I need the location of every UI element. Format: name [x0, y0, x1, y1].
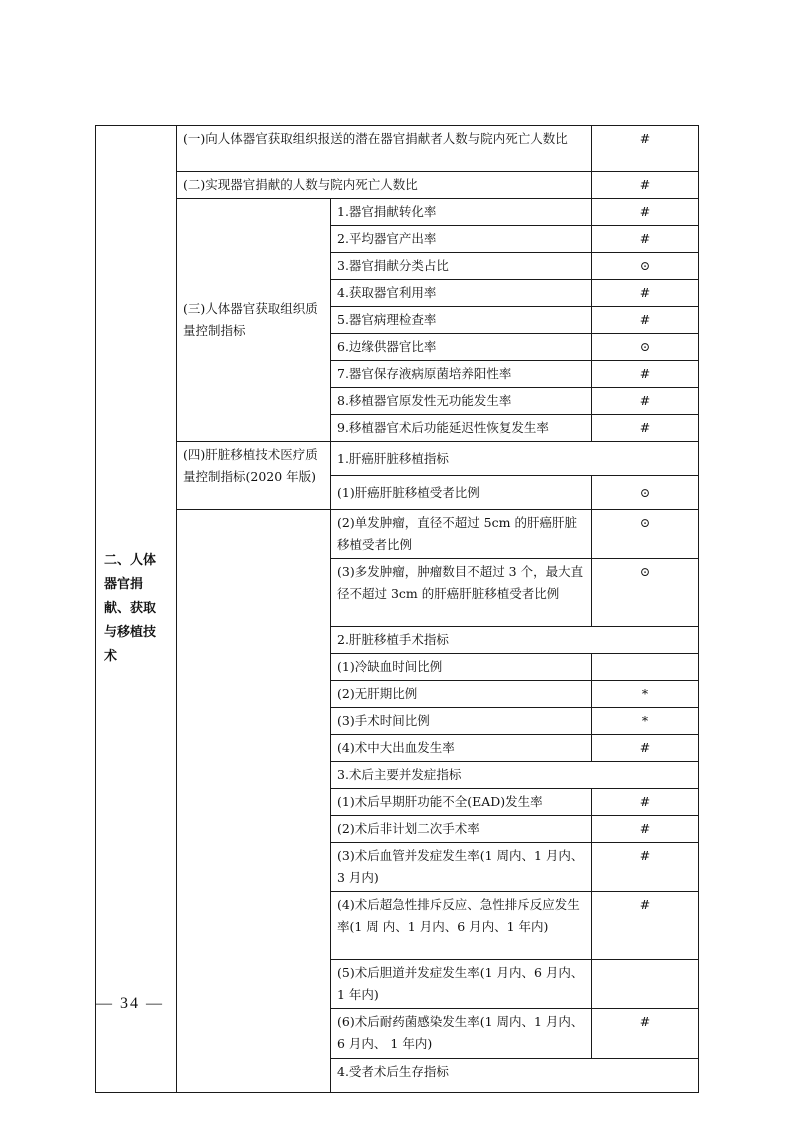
row-mark: # [592, 735, 699, 762]
indicator-table [95, 125, 699, 1093]
row-mark: # [592, 361, 699, 388]
row-text: (二)实现器官捐献的人数与院内死亡人数比 [177, 172, 592, 199]
row-text: 5.器官病理检查率 [331, 307, 592, 334]
group4-label: (四)肝脏移植技术医疗质量控制指标(2020 年版) [177, 442, 331, 510]
row-text: (2)术后非计划二次手术率 [331, 816, 592, 843]
row-text: (一)向人体器官获取组织报送的潜在器官捐献者人数与院内死亡人数比 [177, 126, 592, 172]
row-text: (3)术后血管并发症发生率(1 周内、1 月内、3 月内) [331, 843, 592, 892]
row-text: (2)单发肿瘤，直径不超过 5cm 的肝癌肝脏移植受者比例 [331, 510, 592, 559]
row-text: 4.获取器官利用率 [331, 280, 592, 307]
row-text: (2)无肝期比例 [331, 681, 592, 708]
row-mark: # [592, 172, 699, 199]
row-mark: # [592, 1009, 699, 1059]
row-mark: # [592, 226, 699, 253]
subheading: 3.术后主要并发症指标 [331, 762, 699, 789]
group4-continued [177, 510, 331, 1093]
group3-label: (三)人体器官获取组织质量控制指标 [177, 199, 331, 442]
row-mark: # [592, 388, 699, 415]
subheading: 4.受者术后生存指标 [331, 1059, 699, 1093]
row-text: (1)术后早期肝功能不全(EAD)发生率 [331, 789, 592, 816]
row-mark: # [592, 789, 699, 816]
row-mark: # [592, 280, 699, 307]
row-text: (6)术后耐药菌感染发生率(1 周内、1 月内、6 月内、 1 年内) [331, 1009, 592, 1059]
row-text: 2.平均器官产出率 [331, 226, 592, 253]
row-text: 3.器官捐献分类占比 [331, 253, 592, 280]
row-mark: ⊙ [592, 334, 699, 361]
row-text: 7.器官保存液病原菌培养阳性率 [331, 361, 592, 388]
row-mark: ⊙ [592, 476, 699, 510]
category-cell: 二、人体器官捐献、获取与移植技术 [96, 126, 177, 1093]
subheading: 2.肝脏移植手术指标 [331, 627, 699, 654]
row-mark [592, 960, 699, 1009]
row-mark [592, 654, 699, 681]
row-text: (1)肝癌肝脏移植受者比例 [331, 476, 592, 510]
row-mark: # [592, 199, 699, 226]
row-mark: # [592, 126, 699, 172]
page-number: — 34 — [96, 995, 164, 1012]
row-mark: * [592, 681, 699, 708]
row-text: (4)术中大出血发生率 [331, 735, 592, 762]
row-mark: # [592, 892, 699, 960]
row-mark: # [592, 307, 699, 334]
row-mark: # [592, 415, 699, 442]
row-mark: ⊙ [592, 510, 699, 559]
row-mark: # [592, 816, 699, 843]
row-mark: ⊙ [592, 559, 699, 627]
subheading: 1.肝癌肝脏移植指标 [331, 442, 699, 476]
row-text: 9.移植器官术后功能延迟性恢复发生率 [331, 415, 592, 442]
row-text: 8.移植器官原发性无功能发生率 [331, 388, 592, 415]
row-text: (1)冷缺血时间比例 [331, 654, 592, 681]
row-text: (3)多发肿瘤，肿瘤数目不超过 3 个，最大直径不超过 3cm 的肝癌肝脏移植受者比例 [331, 559, 592, 627]
row-text: (4)术后超急性排斥反应、急性排斥反应发生率(1 周 内、1 月内、6 月内、1 年内) [331, 892, 592, 960]
row-text: 6.边缘供器官比率 [331, 334, 592, 361]
row-text: (5)术后胆道并发症发生率(1 月内、6 月内、1 年内) [331, 960, 592, 1009]
row-text: (3)手术时间比例 [331, 708, 592, 735]
row-mark: * [592, 708, 699, 735]
row-mark: ⊙ [592, 253, 699, 280]
row-text: 1.器官捐献转化率 [331, 199, 592, 226]
row-mark: # [592, 843, 699, 892]
